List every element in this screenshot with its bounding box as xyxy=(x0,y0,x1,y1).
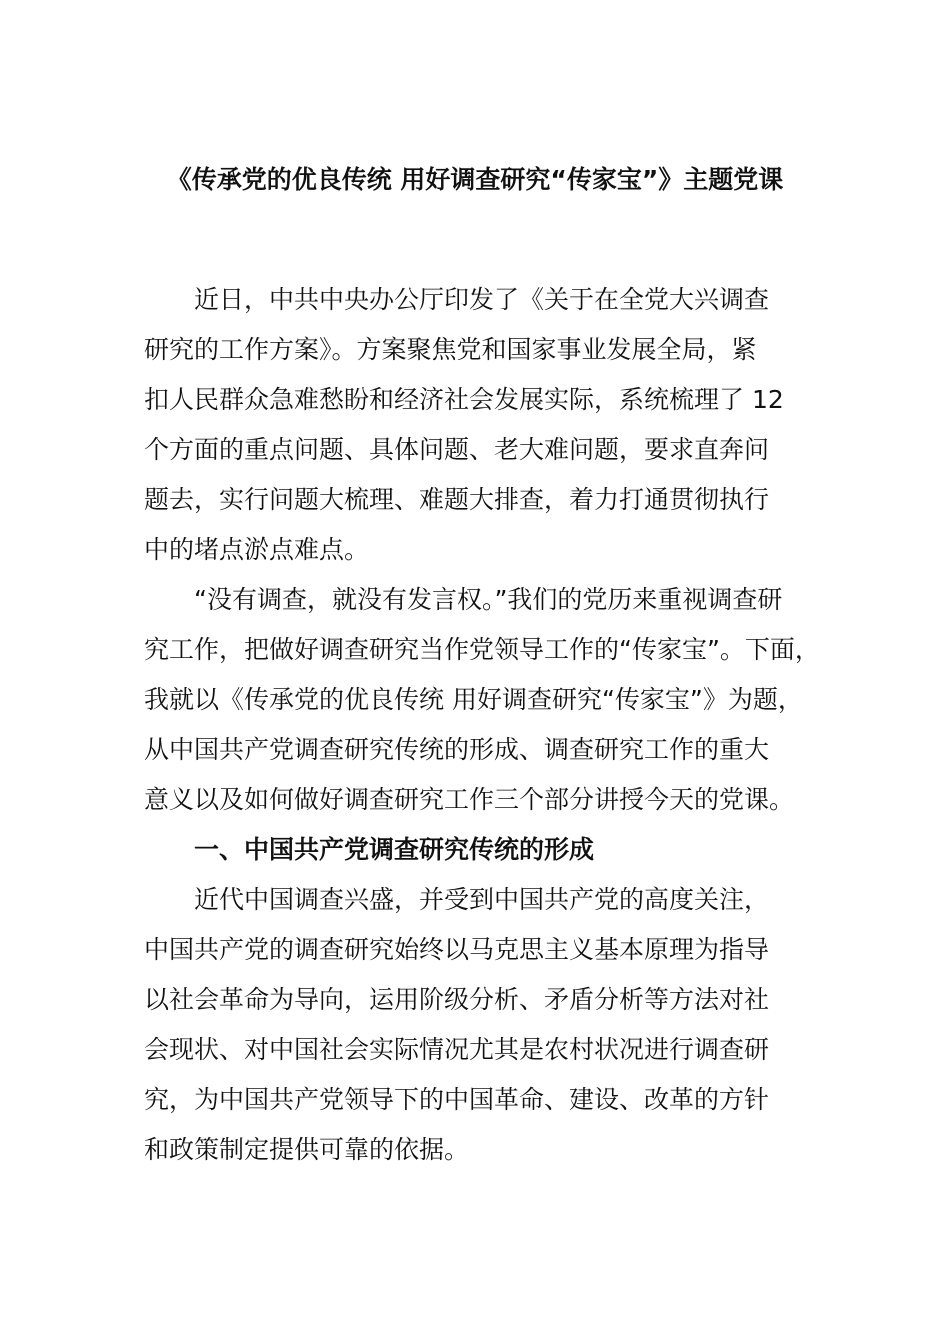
section-heading-1: 一、中国共产党调查研究传统的形成 xyxy=(194,835,595,864)
paragraph-1-line-4: 个方面的重点问题、具体问题、老大难问题，要求直奔问 xyxy=(144,435,770,464)
paragraph-2-line-4: 从中国共产党调查研究传统的形成、调查研究工作的重大 xyxy=(144,735,770,764)
paragraph-2-line-1: “没有调查，就没有发言权。”我们的党历来重视调查研 xyxy=(194,585,783,614)
paragraph-2-line-5: 意义以及如何做好调查研究工作三个部分讲授今天的党课。 xyxy=(144,785,795,814)
paragraph-2-line-2: 究工作，把做好调查研究当作党领导工作的“传家宝”。下面， xyxy=(144,635,820,664)
paragraph-3-line-1: 近代中国调查兴盛，并受到中国共产党的高度关注， xyxy=(194,885,770,914)
paragraph-2-line-3: 我就以《传承党的优良传统 用好调查研究“传家宝”》为题， xyxy=(144,685,803,714)
paragraph-3-line-6: 和政策制定提供可靠的依据。 xyxy=(144,1135,470,1164)
paragraph-3-line-3: 以社会革命为导向，运用阶级分析、矛盾分析等方法对社 xyxy=(144,985,770,1014)
paragraph-1-line-6: 中的堵点淤点难点。 xyxy=(144,535,370,564)
paragraph-1-line-3: 扣人民群众急难愁盼和经济社会发展实际，系统梳理了 12 xyxy=(144,385,784,414)
paragraph-3-line-5: 究，为中国共产党领导下的中国革命、建设、改革的方针 xyxy=(144,1085,770,1114)
paragraph-3-line-4: 会现状、对中国社会实际情况尤其是农村状况进行调查研 xyxy=(144,1035,770,1064)
paragraph-1-line-2: 研究的工作方案》。方案聚焦党和国家事业发展全局，紧 xyxy=(144,335,757,364)
document-title: 《传承党的优良传统 用好调查研究“传家宝”》主题党课 xyxy=(166,165,784,194)
paragraph-1-line-1: 近日，中共中央办公厅印发了《关于在全党大兴调查 xyxy=(194,285,770,314)
paragraph-3-line-2: 中国共产党的调查研究始终以马克思主义基本原理为指导 xyxy=(144,935,770,964)
paragraph-1-line-5: 题去，实行问题大梳理、难题大排查，着力打通贯彻执行 xyxy=(144,485,770,514)
